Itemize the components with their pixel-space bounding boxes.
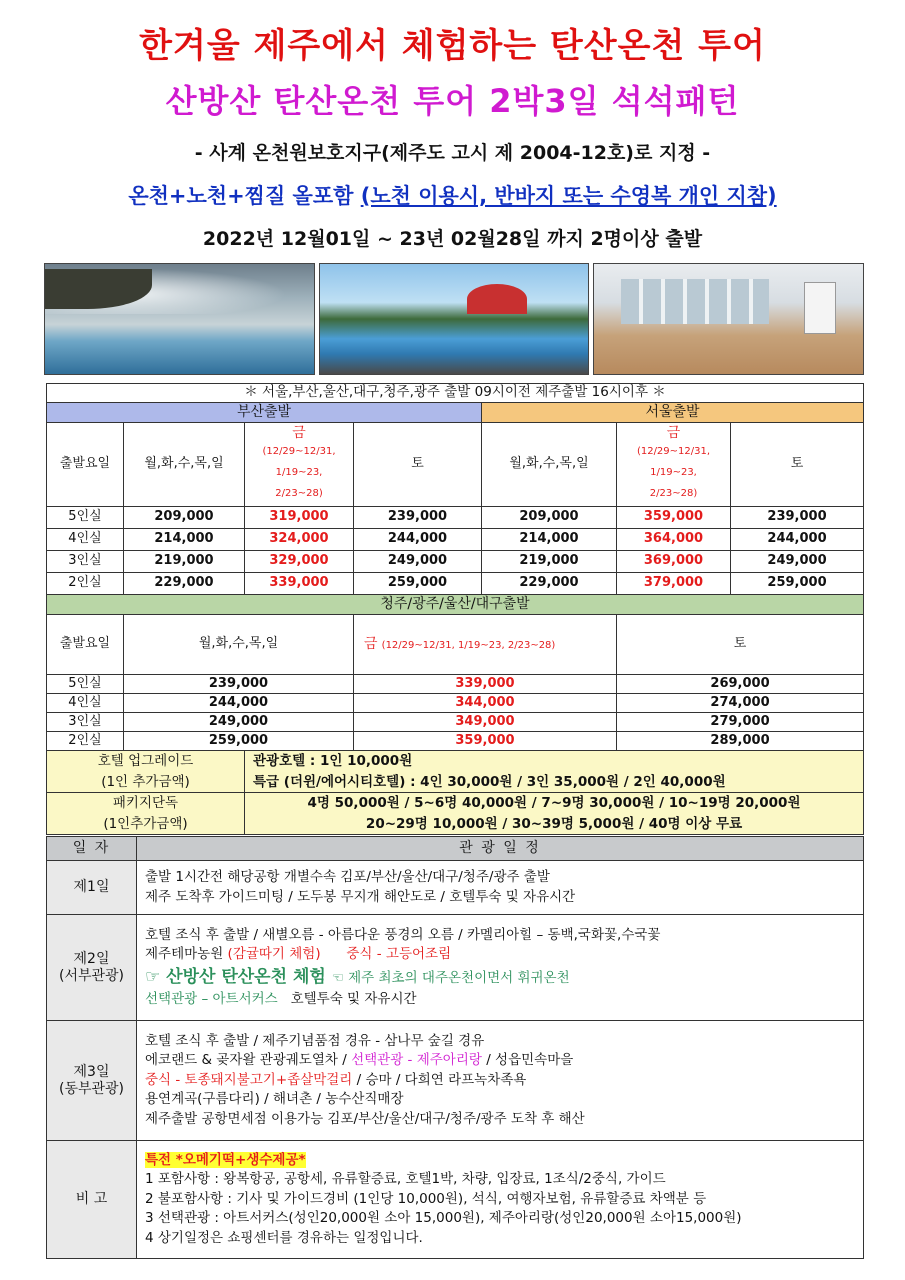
busan-departure-header: 부산출발 xyxy=(47,403,482,423)
remarks-label: 비 고 xyxy=(47,1141,137,1259)
hotel-upgrade-row xyxy=(47,751,864,793)
price-table xyxy=(46,383,864,835)
day3-schedule: 호텔 조식 후 출발 / 제주기념품점 경유 - 삼나무 숲길 경유 에코랜드 & 곶자왈 관광궤도열차 / 선택관광 - 제주아리랑 / 성읍민속마을 중식 - 토종돼지불고기+좁살막걸리 / 승마 / 다희연 라프녹차족욕 용연계곡(구름다리) / 해녀촌 / 농수산직매장 제주출발 공항면세점 이용가능 김포/부산/울산/대구/청주/광주 도착 후 해산 xyxy=(137,1021,864,1141)
steaming-hot-spring-photo xyxy=(44,263,315,375)
seoul-departure-header: 서울출발 xyxy=(482,403,864,423)
includes-line xyxy=(0,180,905,210)
col-date: 일 자 xyxy=(47,837,137,861)
table-row: 4인실 244,000 344,000 274,000 xyxy=(47,694,864,713)
table-row: 4인실 214,000 324,000 244,000 214,000 364,000 244,000 xyxy=(47,529,864,551)
day2-schedule: 호텔 조식 후 출발 / 새별오름 - 아름다운 풍경의 오름 / 카멜리아힐 – 동백,국화꽃,수국꽃 제주테마농원 (감귤따기 체험) 중식 - 고등어조림 ☞ 산방산 탄산온천 체험 ☜ 제주 최초의 대주온천이면서 휘귀온천 선택관광 – 아트서커스 호텔투숙 및 자유시간 xyxy=(137,915,864,1021)
package-row xyxy=(47,793,864,835)
table-row: 5인실 209,000 319,000 239,000 209,000 359,000 239,000 xyxy=(47,507,864,529)
col-saturday: 토 xyxy=(354,423,482,507)
title-product: 산방산 탄산온천 투어 2박3일 석석패턴 xyxy=(165,82,740,120)
day1-label: 제1일 xyxy=(47,861,137,915)
departure-notice: ＊ 서울,부산,울산,대구,청주,광주 출발 09시이전 제주출발 16시이후 ＊ xyxy=(47,384,864,403)
itinerary-table xyxy=(46,836,864,1259)
col-departure-day: 출발요일 xyxy=(47,615,124,675)
jjimjil-hall-interior-photo xyxy=(593,263,864,375)
remarks-content: 특전 *오메기떡+생수제공* 1 포함사항 : 왕복항공, 공항세, 유류할증료, 호텔1박, 차량, 입장료, 1조식/2중식, 가이드 2 불포함사항 : 기사 및 가이드경비 (1인당 10,000원), 석식, 여행자보험, 유류할증료 차액분 등 3 선택관광 : 아트서커스(성인20,000원 소아 15,000원), 제주아리랑(성인20,000원 소아15,000원) 4 상기일정은 쇼핑센터를 경유하는 일정입니다. xyxy=(137,1141,864,1259)
itinerary-day1 xyxy=(47,861,864,915)
itinerary-day3 xyxy=(47,1021,864,1141)
col-saturday: 토 xyxy=(731,423,864,507)
col-saturday: 토 xyxy=(617,615,864,675)
hotel-upgrade-prices: 관광호텔 : 1인 10,000원 특급 (더윈/에어시티호텔) : 4인 30,000원 / 3인 35,000원 / 2인 40,000원 xyxy=(245,751,864,793)
regional-departure-header: 청주/광주/울산/대구출발 xyxy=(47,595,864,615)
package-label: 패키지단독 (1인추가금액) xyxy=(47,793,245,835)
col-schedule: 관 광 일 정 xyxy=(137,837,864,861)
includes-main: 온천+노천+찜질 올포함 xyxy=(128,184,361,208)
col-departure-day: 출발요일 xyxy=(47,423,124,507)
tour-period: 2022년 12월01일 ~ 23년 02월28일 까지 2명이상 출발 xyxy=(202,228,703,250)
day3-label: 제3일 (동부관광) xyxy=(47,1021,137,1141)
table-row: 3인실 219,000 329,000 249,000 219,000 369,000 249,000 xyxy=(47,551,864,573)
day2-label: 제2일 (서부관광) xyxy=(47,915,137,1021)
table-row: 5인실 239,000 339,000 269,000 xyxy=(47,675,864,694)
col-weekday: 월,화,수,목,일 xyxy=(482,423,617,507)
title-main: 한겨울 제주에서 체험하는 탄산온천 투어 xyxy=(139,26,766,66)
col-weekday: 월,화,수,목,일 xyxy=(124,615,354,675)
itinerary-remarks xyxy=(47,1141,864,1259)
photo-strip xyxy=(44,263,864,375)
col-weekday: 월,화,수,목,일 xyxy=(124,423,245,507)
table-row: 2인실 259,000 359,000 289,000 xyxy=(47,732,864,751)
itinerary-day2 xyxy=(47,915,864,1021)
col-friday: 금 (12/29~12/31, 1/19~23, 2/23~28) xyxy=(354,615,617,675)
package-prices: 4명 50,000원 / 5~6명 40,000원 / 7~9명 30,000원 / 10~19명 20,000원 20~29명 10,000원 / 30~39명 5,000원 / 40명 이상 무료 xyxy=(245,793,864,835)
day1-schedule: 출발 1시간전 해당공항 개별수속 김포/부산/울산/대구/청주/광주 출발 제주 도착후 가이드미팅 / 도두봉 무지개 해안도로 / 호텔투숙 및 자유시간 xyxy=(137,861,864,915)
col-friday: 금 (12/29~12/31, 1/19~23, 2/23~28) xyxy=(245,423,354,507)
subtitle-designation: - 사계 온천원보호지구(제주도 고시 제 2004-12호)로 지정 - xyxy=(194,142,711,164)
includes-note: (노천 이용시, 반바지 또는 수영복 개인 지참) xyxy=(360,184,777,208)
hotel-upgrade-label: 호텔 업그레이드 (1인 추가금액) xyxy=(47,751,245,793)
table-row: 3인실 249,000 349,000 279,000 xyxy=(47,713,864,732)
special-benefit-badge: 특전 *오메기떡+생수제공* xyxy=(145,1151,306,1168)
col-friday: 금 (12/29~12/31, 1/19~23, 2/23~28) xyxy=(617,423,731,507)
outdoor-pool-palm-trees-photo xyxy=(319,263,590,375)
table-row: 2인실 229,000 339,000 259,000 229,000 379,000 259,000 xyxy=(47,573,864,595)
